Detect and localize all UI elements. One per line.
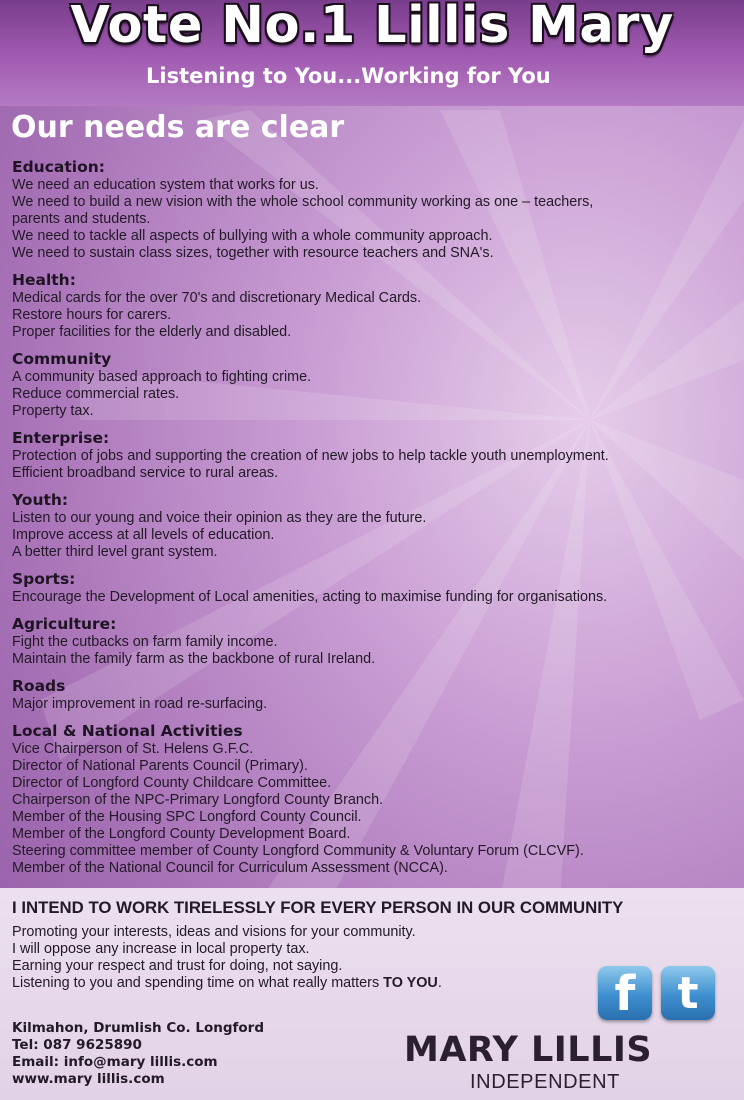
section-title: Youth: (12, 491, 69, 509)
commitment-line-end: . (437, 975, 442, 991)
commitment-line: Promoting your interests, ideas and visions for your community. (12, 924, 416, 940)
section-health (12, 271, 737, 341)
section-title: Sports: (12, 570, 76, 588)
section-line: We need to build a new vision with the whole school community working as one – teachers, (12, 194, 594, 210)
section-line: Restore hours for carers. (12, 307, 172, 323)
section-line: We need an education system that works for us. (12, 177, 319, 193)
section-line: Chairperson of the NPC-Primary Longford County Branch. (12, 792, 384, 808)
section-education (12, 158, 737, 262)
section-line: Maintain the family farm as the backbone of rural Ireland. (12, 651, 376, 667)
commitment-line (12, 975, 442, 992)
section-line: Director of Longford County Childcare Committee. (12, 775, 332, 791)
twitter-icon[interactable]: t (661, 966, 715, 1020)
section-line: Protection of jobs and supporting the creation of new jobs to help tackle youth unemployment. (12, 448, 609, 464)
section-line: parents and students. (12, 211, 151, 227)
commitment-emphasis: TO YOU (383, 975, 438, 991)
section-activities (12, 722, 737, 877)
page-title: Vote No.1 Lillis Mary (70, 0, 674, 55)
headline: Our needs are clear (11, 110, 345, 145)
section-enterprise (12, 429, 737, 482)
brand-name: MARY LILLIS (404, 1030, 653, 1070)
commitment-lines (12, 924, 442, 992)
section-line: Listen to our young and voice their opinion as they are the future. (12, 510, 427, 526)
contact-address: Kilmahon, Drumlish Co. Longford (12, 1020, 264, 1036)
section-line: Fight the cutbacks on farm family income. (12, 634, 278, 650)
section-line: Reduce commercial rates. (12, 386, 180, 402)
section-title: Local & National Activities (12, 722, 243, 740)
section-line: Proper facilities for the elderly and disabled. (12, 324, 292, 340)
section-title: Roads (12, 677, 66, 695)
commitment-title: I INTEND TO WORK TIRELESSLY FOR EVERY PERSON IN OUR COMMUNITY (12, 898, 624, 917)
brand-subtitle: INDEPENDENT (470, 1071, 620, 1093)
section-line: Steering committee member of County Longford Community & Voluntary Forum (CLCVF). (12, 843, 584, 859)
commitment-line: I will oppose any increase in local property tax. (12, 941, 310, 957)
section-agriculture (12, 615, 737, 668)
section-community (12, 350, 737, 420)
section-title: Enterprise: (12, 429, 110, 447)
section-line: Property tax. (12, 403, 94, 419)
section-roads (12, 677, 737, 713)
section-line: Medical cards for the over 70's and discretionary Medical Cards. (12, 290, 422, 306)
section-line: A community based approach to fighting crime. (12, 369, 312, 385)
section-line: Major improvement in road re-surfacing. (12, 696, 268, 712)
section-line: Member of the National Council for Curriculum Assessment (NCCA). (12, 860, 448, 876)
tagline: Listening to You...Working for You (146, 64, 551, 88)
section-line: We need to sustain class sizes, together with resource teachers and SNA's. (12, 245, 494, 261)
section-line: Efficient broadband service to rural areas. (12, 465, 279, 481)
section-youth (12, 491, 737, 561)
contact-details (12, 1020, 264, 1088)
commitment-line: Earning your respect and trust for doing, not saying. (12, 958, 343, 974)
commitment-line-text: Listening to you and spending time on what really matters (12, 975, 384, 991)
needs-list (12, 158, 737, 886)
section-line: A better third level grant system. (12, 544, 218, 560)
section-line: Vice Chairperson of St. Helens G.F.C. (12, 741, 254, 757)
section-line: Encourage the Development of Local amenities, acting to maximise funding for organisations. (12, 589, 608, 605)
section-line: Improve access at all levels of education. (12, 527, 275, 543)
contact-phone: Tel: 087 9625890 (12, 1037, 142, 1053)
contact-email[interactable]: Email: info@mary lillis.com (12, 1054, 218, 1070)
section-title: Education: (12, 158, 105, 176)
section-line: Member of the Housing SPC Longford County Council. (12, 809, 362, 825)
section-title: Agriculture: (12, 615, 117, 633)
contact-website[interactable]: www.mary lillis.com (12, 1071, 165, 1087)
section-sports (12, 570, 737, 606)
section-line: We need to tackle all aspects of bullying with a whole community approach. (12, 228, 493, 244)
section-line: Member of the Longford County Development Board. (12, 826, 351, 842)
section-title: Health: (12, 271, 76, 289)
facebook-icon[interactable]: f (598, 966, 652, 1020)
section-title: Community (12, 350, 112, 368)
section-line: Director of National Parents Council (Primary). (12, 758, 308, 774)
